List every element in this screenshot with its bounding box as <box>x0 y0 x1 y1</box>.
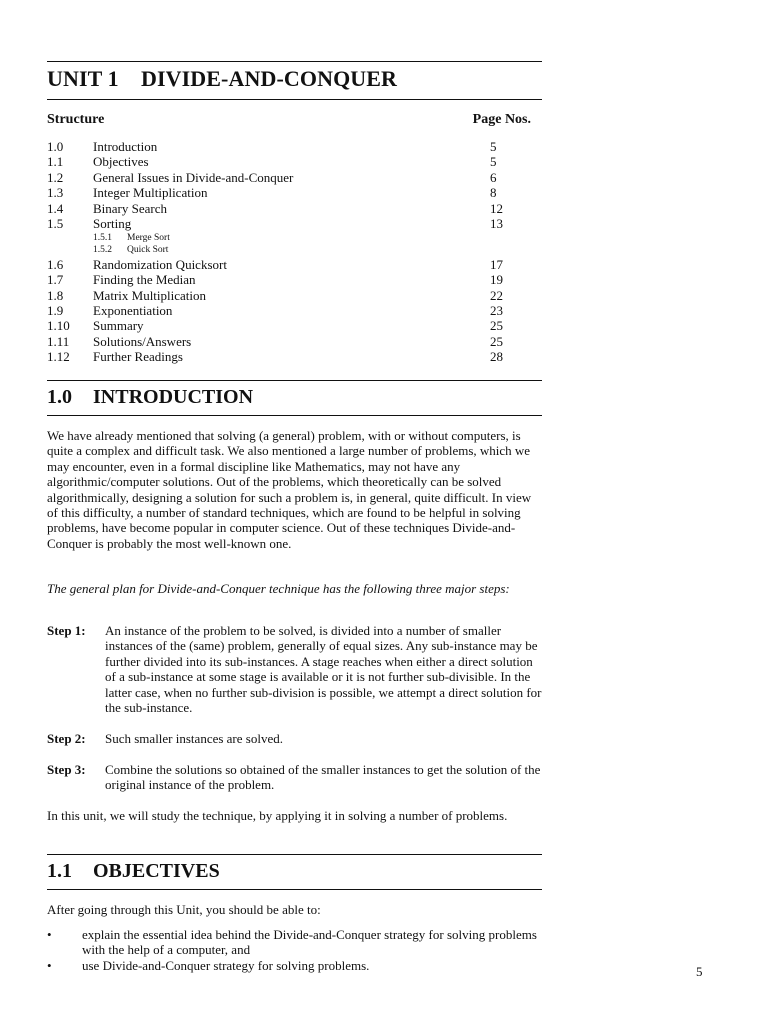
toc-page: 22 <box>490 287 503 303</box>
toc-page: 8 <box>490 185 497 201</box>
toc-row <box>47 170 542 185</box>
toc-title: General Issues in Divide-and-Conquer <box>93 169 294 185</box>
toc-sub-title: Merge Sort <box>127 232 170 243</box>
toc-title: Finding the Median <box>93 272 196 288</box>
toc-page: 13 <box>490 216 503 232</box>
step-1 <box>47 623 542 715</box>
objectives-list <box>47 927 542 973</box>
toc-sub-number: 1.5.1 <box>93 232 112 243</box>
toc-row <box>47 288 542 303</box>
toc-number: 1.4 <box>47 200 64 216</box>
toc-title: Solutions/Answers <box>93 333 192 349</box>
toc-page: 12 <box>490 200 503 216</box>
toc-title: Randomization Quicksort <box>93 256 227 272</box>
toc-page: 25 <box>490 318 503 334</box>
toc-row <box>47 216 542 231</box>
toc-page: 23 <box>490 302 503 318</box>
page-number: 5 <box>696 964 703 979</box>
toc-row <box>47 139 542 154</box>
toc-sub-title: Quick Sort <box>127 245 169 256</box>
step-label: Step 2: <box>47 731 86 746</box>
toc-row <box>47 257 542 272</box>
intro-heading-text: INTRODUCTION <box>93 386 254 408</box>
unit-name: DIVIDE-AND-CONQUER <box>141 66 398 91</box>
toc-row <box>47 349 542 364</box>
step-3 <box>47 762 542 793</box>
structure-heading: Structure <box>47 112 105 127</box>
top-rule <box>47 61 542 62</box>
toc-page: 5 <box>490 154 497 170</box>
toc-number: 1.10 <box>47 318 70 334</box>
bullet-glyph: • <box>47 927 52 942</box>
step-2 <box>47 731 542 746</box>
toc-page: 6 <box>490 169 497 185</box>
table-of-contents <box>47 139 542 365</box>
toc-row <box>47 303 542 318</box>
toc-number: 1.0 <box>47 139 64 154</box>
toc-number: 1.2 <box>47 169 64 185</box>
plan-paragraph: The general plan for Divide-and-Conquer technique has the following three major steps: <box>47 581 510 596</box>
intro-top-rule <box>47 380 542 381</box>
toc-row <box>47 154 542 169</box>
unit-title <box>47 66 397 92</box>
toc-title: Matrix Multiplication <box>93 287 207 303</box>
toc-title: Integer Multiplication <box>93 185 208 201</box>
unit-number: UNIT 1 <box>47 66 119 91</box>
toc-title: Introduction <box>93 139 158 154</box>
toc-number: 1.6 <box>47 256 64 272</box>
page-nos-heading: Page Nos. <box>472 112 531 127</box>
closing-paragraph: In this unit, we will study the technique, by applying it in solving a number of problems. <box>47 808 508 823</box>
intro-heading-number: 1.0 <box>47 386 72 408</box>
step-label: Step 3: <box>47 762 86 777</box>
list-item <box>47 958 542 973</box>
toc-title: Sorting <box>93 216 132 232</box>
toc-title: Objectives <box>93 154 149 170</box>
toc-title: Binary Search <box>93 200 168 216</box>
objectives-bottom-rule <box>47 889 542 890</box>
intro-heading <box>47 386 253 409</box>
toc-number: 1.11 <box>47 333 70 349</box>
toc-number: 1.5 <box>47 216 64 232</box>
step-label: Step 1: <box>47 623 86 638</box>
toc-page: 19 <box>490 272 503 288</box>
objectives-top-rule <box>47 854 542 855</box>
toc-page: 25 <box>490 333 503 349</box>
toc-page: 17 <box>490 256 503 272</box>
toc-title: Summary <box>93 318 144 334</box>
toc-title: Further Readings <box>93 349 183 365</box>
list-item-text: use Divide-and-Conquer strategy for solving problems. <box>82 957 370 973</box>
list-item <box>47 927 542 958</box>
objectives-heading-text: OBJECTIVES <box>93 860 220 882</box>
step-text: An instance of the problem to be solved, is divided into a number of smaller instances of the (same) problem, generally of equal sizes. Any sub-instance may be further divided into its sub-instances. A stage reaches when either a direct solution of a sub-instance at some stage is available or it is not further sub-divisible. In the latter case, when no further sub-division is possible, we attempt a direct solution for the sub-instance. <box>105 623 542 716</box>
toc-title: Exponentiation <box>93 302 173 318</box>
toc-row <box>47 272 542 287</box>
toc-subrow <box>47 232 542 245</box>
toc-page: 28 <box>490 349 503 365</box>
toc-sub-number: 1.5.2 <box>93 245 112 256</box>
unit-title-rule <box>47 99 542 100</box>
toc-row <box>47 318 542 333</box>
intro-paragraph: We have already mentioned that solving (a general) problem, with or without computers, is quite a complex and difficult task. We also mentioned a large number of problems, which we may encounter, even in a formal discipline like Mathematics, may not have any algorithmic/computer solutions. Out of the problems, which theoretically can be solved algorithmically, designing a solution for such a problem is, in general, quite difficult. In view of this difficulty, a number of standard techniques, which are found to be helpful in solving problems, have become popular in computer science. Out of these techniques Divide-and-Conquer is probably the most well-known one. <box>47 428 532 551</box>
step-text: Such smaller instances are solved. <box>105 731 283 746</box>
toc-number: 1.1 <box>47 154 64 170</box>
toc-row <box>47 201 542 216</box>
objectives-lead: After going through this Unit, you should be able to: <box>47 902 321 917</box>
toc-number: 1.9 <box>47 302 64 318</box>
toc-subrow <box>47 244 542 257</box>
objectives-heading-number: 1.1 <box>47 860 72 882</box>
list-item-text: explain the essential idea behind the Divide-and-Conquer strategy for solving problems with the help of a computer, and <box>82 927 537 958</box>
toc-row <box>47 334 542 349</box>
toc-number: 1.3 <box>47 185 64 201</box>
toc-number: 1.12 <box>47 349 70 365</box>
intro-bottom-rule <box>47 415 542 416</box>
toc-page: 5 <box>490 139 497 154</box>
bullet-glyph: • <box>47 957 52 973</box>
toc-number: 1.7 <box>47 272 64 288</box>
objectives-heading <box>47 860 220 883</box>
toc-number: 1.8 <box>47 287 64 303</box>
structure-header <box>47 112 531 128</box>
toc-row <box>47 185 542 200</box>
step-text: Combine the solutions so obtained of the smaller instances to get the solution of the original instance of the problem. <box>105 762 541 793</box>
